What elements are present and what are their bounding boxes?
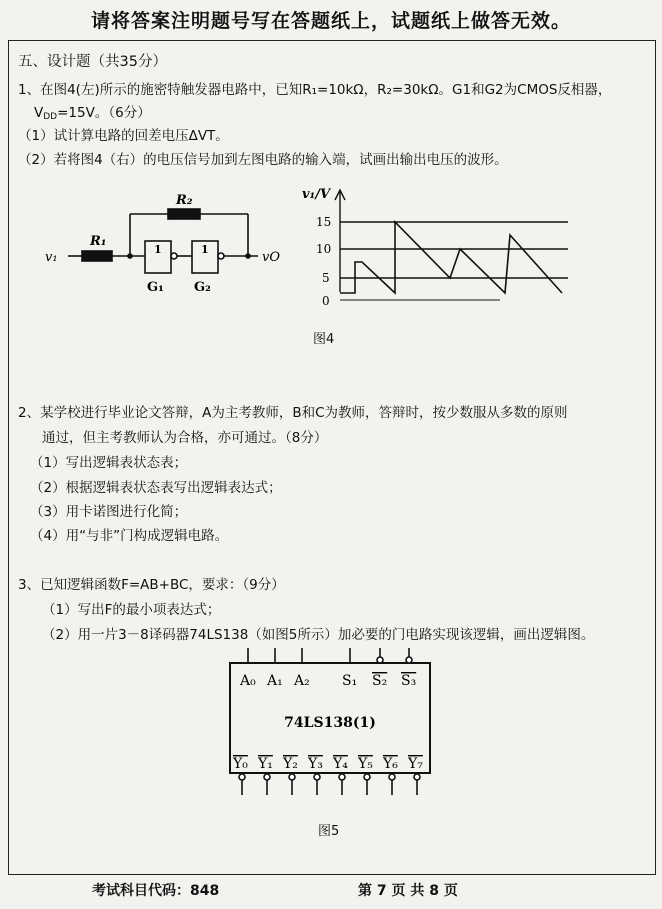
q2-line1: 2、某学校进行毕业论文答辩，A为主考教师，B和C为教师，答辩时，按少数服从多数的原则 <box>18 405 568 421</box>
g1-mark: 1 <box>154 243 162 256</box>
pin-y6: Y₆ <box>383 756 398 772</box>
output-bubble-3 <box>314 774 320 780</box>
r2-label: R₂ <box>176 193 193 208</box>
output-bubble-0 <box>239 774 245 780</box>
pin-a0: A₀ <box>240 673 256 689</box>
waveform-ylabel: v₁/V <box>302 187 331 202</box>
g1-label: G₁ <box>147 280 164 295</box>
ytick-0: 0 <box>322 294 330 308</box>
q2-sub4: （4）用“与非”门构成逻辑电路。 <box>30 528 229 544</box>
q1-line1: 1、在图4(左)所示的施密特触发器电路中，已知R₁=10kΩ，R₂=30kΩ。G1和G2为CMOS反相器， <box>18 82 612 98</box>
q3-sub2: （2）用一片3－8译码器74LS138（如图5所示）加必要的门电路实现该逻辑，画出逻辑图。 <box>42 627 595 643</box>
q2-sub3: （3）用卡诺图进行化简； <box>30 504 188 520</box>
output-bubble-5 <box>364 774 370 780</box>
q1-sub2: （2）若将图4（右）的电压信号加到左图电路的输入端，试画出输出电压的波形。 <box>18 152 508 168</box>
footer-page: 第 7 页 共 8 页 <box>358 883 458 899</box>
chip-output-labels <box>232 756 423 772</box>
q2-line2: 通过，但主考教师认为合格，亦可通过。（8分） <box>42 430 328 446</box>
ytick-5: 5 <box>322 271 330 285</box>
pin-y4: Y₄ <box>333 756 348 772</box>
r1-resistor <box>82 251 112 261</box>
input-waveform-plot <box>300 180 590 310</box>
r2-resistor <box>168 209 200 219</box>
g2-label: G₂ <box>194 280 211 295</box>
pin-a2: A₂ <box>294 673 310 689</box>
fig5-caption: 图5 <box>318 824 340 839</box>
q2-sub1: （1）写出逻辑表状态表； <box>30 455 188 471</box>
vo-label: vO <box>262 250 281 265</box>
pin-s1: S₁ <box>342 673 358 689</box>
q1-sub1: （1）试计算电路的回差电压ΔVT。 <box>18 128 229 144</box>
fig4-caption: 图4 <box>313 332 335 347</box>
decoder-74ls138-diagram <box>220 645 440 805</box>
output-bubble-2 <box>289 774 295 780</box>
pin-s3: S₃ <box>401 673 417 689</box>
pin-y1: Y₁ <box>258 756 273 772</box>
chip-input-labels <box>239 673 416 689</box>
q1-line2: VDD=15V。（6分） <box>34 105 151 122</box>
output-bubble-7 <box>414 774 420 780</box>
pin-y0: Y₀ <box>233 756 248 772</box>
pin-y7: Y₇ <box>408 756 423 772</box>
section-title: 五、设计题（共35分） <box>18 54 167 70</box>
schmitt-circuit-diagram <box>40 185 290 300</box>
pin-y3: Y₃ <box>308 756 323 772</box>
pin-y2: Y₂ <box>283 756 298 772</box>
ytick-15: 15 <box>316 215 332 229</box>
pin-a1: A₁ <box>267 673 283 689</box>
pin-y5: Y₅ <box>358 756 373 772</box>
ytick-10: 10 <box>316 242 332 256</box>
g2-mark: 1 <box>201 243 209 256</box>
page-header: 请将答案注明题号写在答题纸上，试题纸上做答无效。 <box>90 10 571 32</box>
output-bubble-4 <box>339 774 345 780</box>
q2-sub2: （2）根据逻辑表状态表写出逻辑表达式； <box>30 480 282 496</box>
output-bubble-1 <box>264 774 270 780</box>
q3-line1: 3、已知逻辑函数F=AB+BC，要求：（9分） <box>18 577 285 593</box>
chip-name: 74LS138(1) <box>284 715 376 731</box>
r1-label: R₁ <box>90 234 107 249</box>
footer-code: 考试科目代码：848 <box>92 883 220 899</box>
vi-label: v₁ <box>45 250 58 265</box>
output-bubble-6 <box>389 774 395 780</box>
pin-s2: S₂ <box>372 673 388 689</box>
q3-sub1: （1）写出F的最小项表达式； <box>42 602 221 618</box>
